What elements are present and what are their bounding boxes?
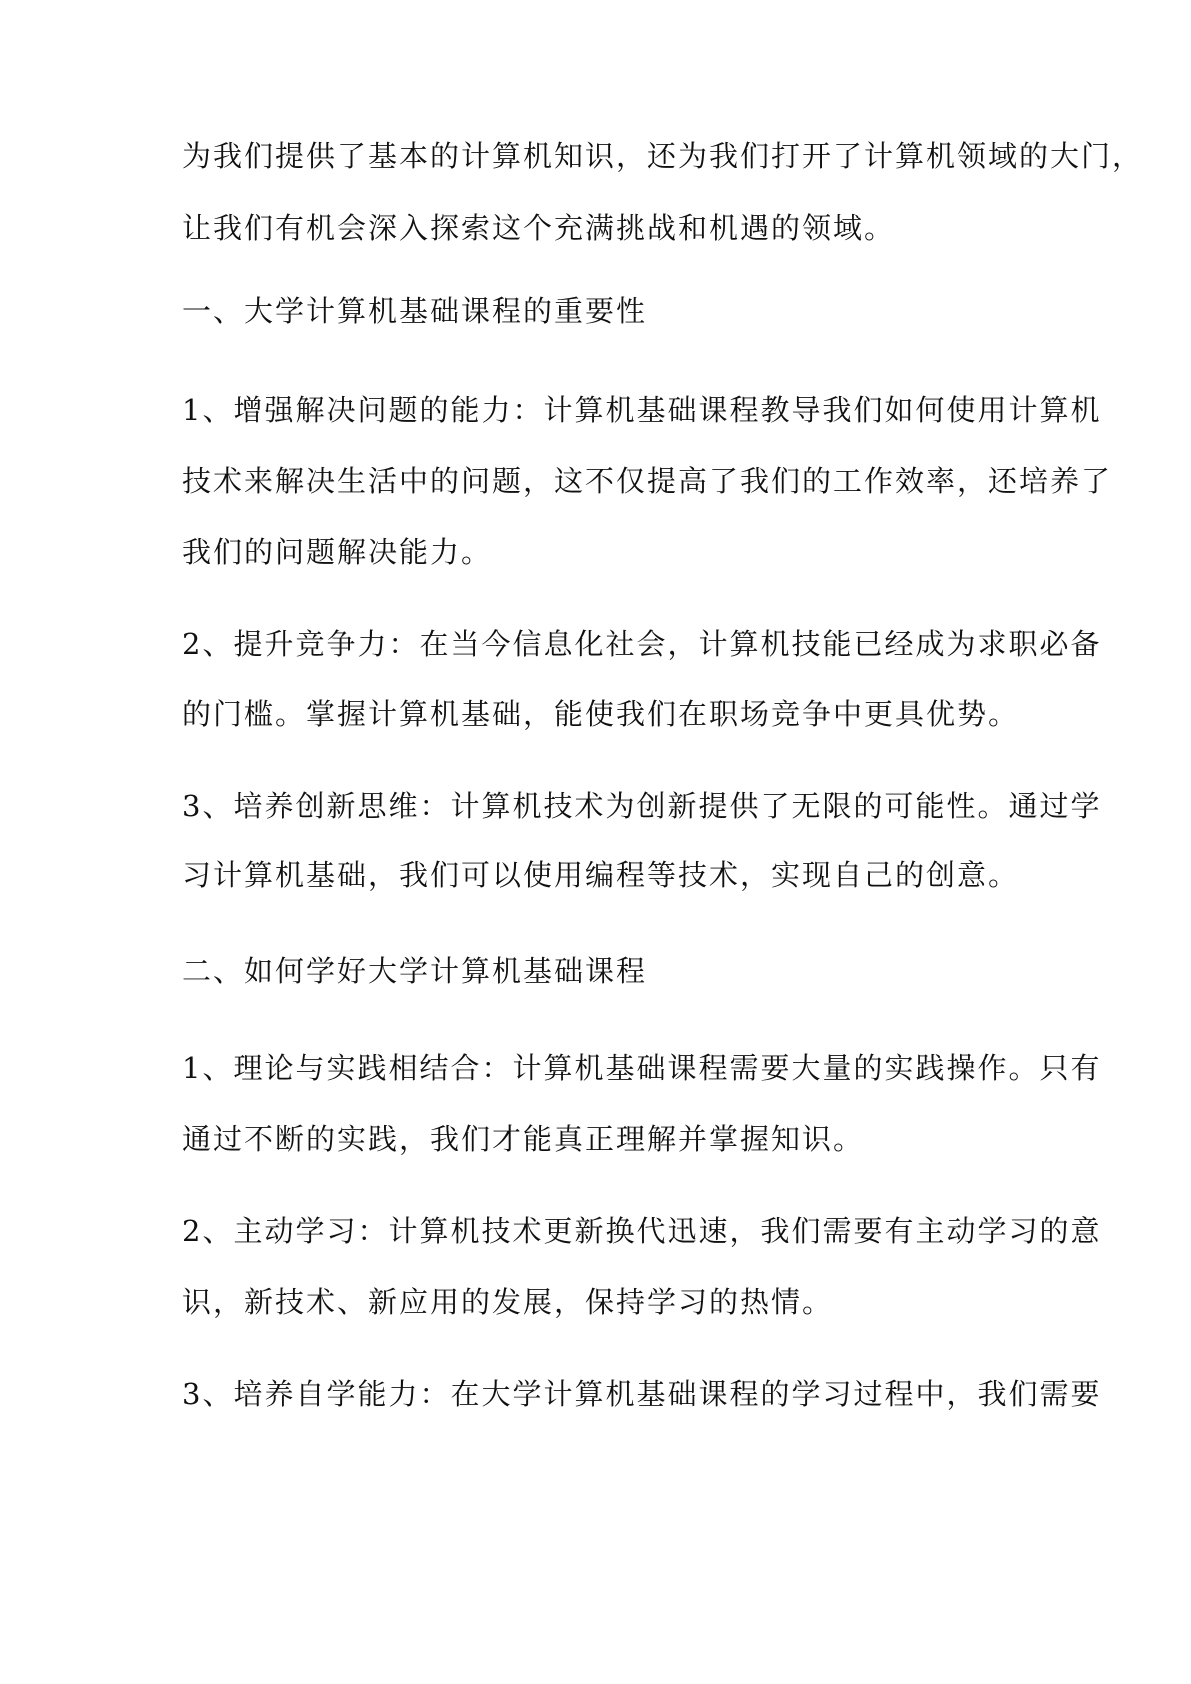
paragraph-line: 1、理论与实践相结合：计算机基础课程需要大量的实践操作。只有 — [182, 1051, 1102, 1085]
paragraph-line: 识，新技术、新应用的发展，保持学习的热情。 — [182, 1285, 834, 1319]
paragraph-line: 2、提升竞争力：在当今信息化社会，计算机技能已经成为求职必备 — [182, 627, 1102, 661]
paragraph-line: 为我们提供了基本的计算机知识，还为我们打开了计算机领域的大门， — [182, 139, 1144, 173]
paragraph-line: 1、增强解决问题的能力：计算机基础课程教导我们如何使用计算机 — [182, 393, 1102, 427]
paragraph-line: 2、主动学习：计算机技术更新换代迅速，我们需要有主动学习的意 — [182, 1214, 1102, 1248]
paragraph-line: 技术来解决生活中的问题，这不仅提高了我们的工作效率，还培养了 — [182, 464, 1113, 498]
section-heading: 一、大学计算机基础课程的重要性 — [182, 294, 648, 328]
paragraph-line: 习计算机基础，我们可以使用编程等技术，实现自己的创意。 — [182, 858, 1020, 892]
paragraph-line: 的门槛。掌握计算机基础，能使我们在职场竞争中更具优势。 — [182, 697, 1020, 731]
paragraph-line: 3、培养自学能力：在大学计算机基础课程的学习过程中，我们需要 — [182, 1377, 1102, 1411]
paragraph-line: 通过不断的实践，我们才能真正理解并掌握知识。 — [182, 1122, 865, 1156]
paragraph-line: 让我们有机会深入探索这个充满挑战和机遇的领域。 — [182, 211, 896, 245]
section-heading: 二、如何学好大学计算机基础课程 — [182, 954, 648, 988]
paragraph-line: 3、培养创新思维：计算机技术为创新提供了无限的可能性。通过学 — [182, 789, 1102, 823]
paragraph-line: 我们的问题解决能力。 — [182, 535, 493, 569]
